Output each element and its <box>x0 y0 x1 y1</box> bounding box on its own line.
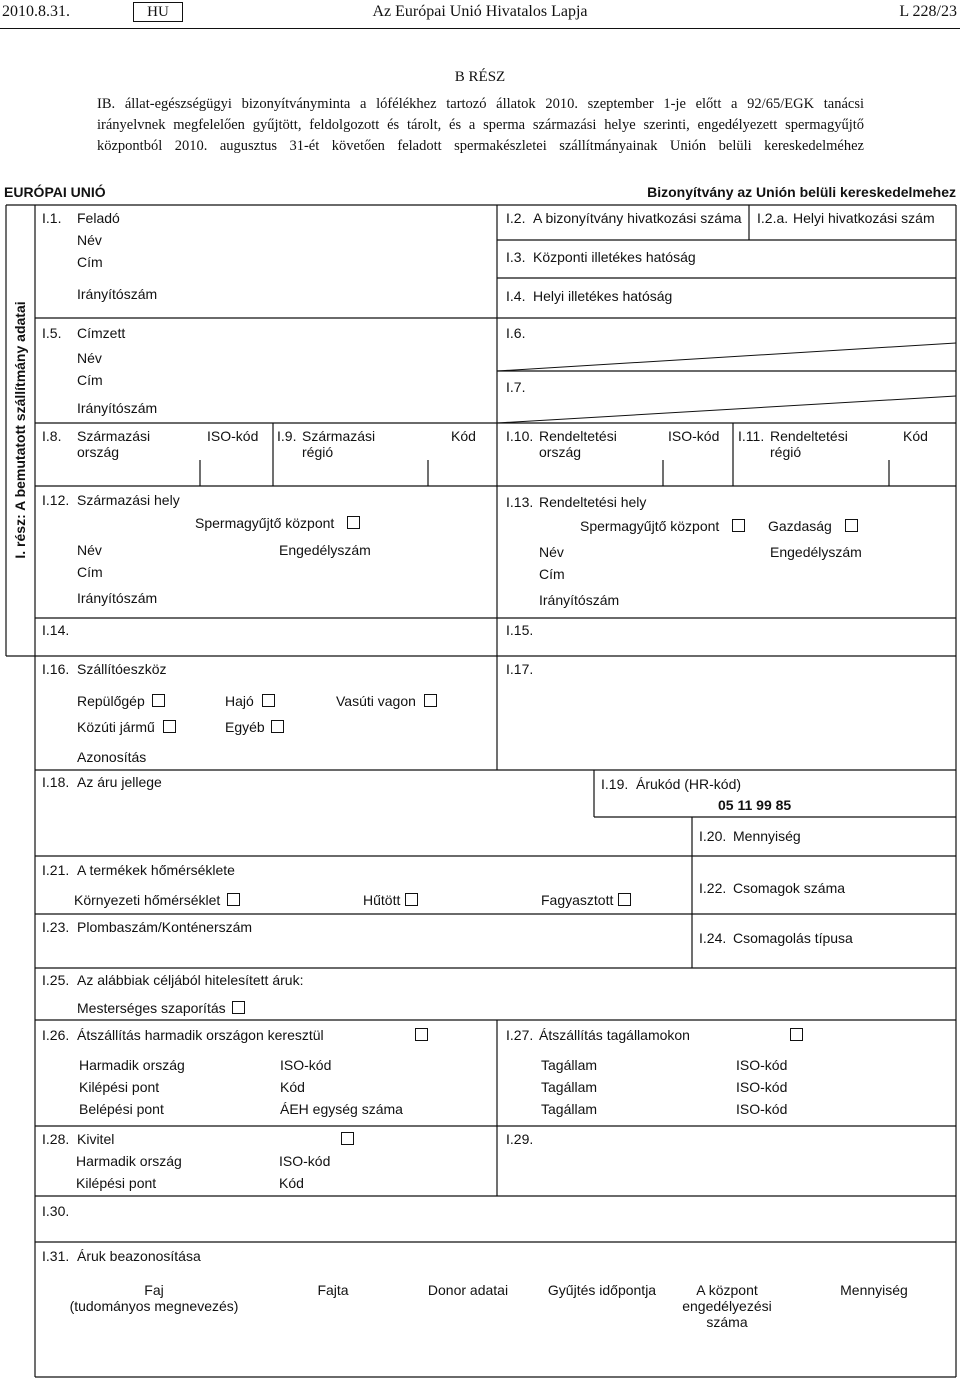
transit-third-country-label: Harmadik ország <box>79 1057 185 1073</box>
origin-name-label: Név <box>77 542 102 558</box>
field-i21-number: I.21. <box>42 862 70 878</box>
destination-postcode-label: Irányítószám <box>539 592 620 608</box>
part-title: B RÉSZ <box>454 69 506 85</box>
consignor-name-label: Név <box>77 232 102 248</box>
field-i31-label: Áruk beazonosítása <box>77 1248 201 1264</box>
field-i13-label: Rendeltetési hely <box>539 494 647 510</box>
column-species: Faj (tudományos megnevezés) <box>69 1282 239 1314</box>
member-state-label: Tagállam <box>541 1101 598 1117</box>
export-code-label: Kód <box>279 1175 304 1191</box>
field-i8-iso-label: ISO-kód <box>207 428 259 444</box>
field-i2-label: A bizonyítvány hivatkozási száma <box>533 210 742 226</box>
destination-collection-centre-label: Spermagyűjtő központ <box>580 518 720 534</box>
field-i2a-label: Helyi hivatkozási szám <box>793 210 935 226</box>
field-i11-number: I.11. <box>738 428 765 444</box>
temperature-ambient-checkbox[interactable] <box>227 893 240 906</box>
destination-address-label: Cím <box>539 566 565 582</box>
field-i19-label: Árukód (HR-kód) <box>636 776 742 792</box>
field-i4-label: Helyi illetékes hatóság <box>533 288 673 304</box>
field-i10-iso-label: ISO-kód <box>668 428 720 444</box>
transport-ship-checkbox[interactable] <box>262 694 275 707</box>
transport-railway-label: Vasúti vagon <box>336 693 416 709</box>
column-quantity: Mennyiség <box>840 1282 908 1298</box>
transit-exit-point-label: Kilépési pont <box>79 1079 160 1095</box>
field-i28-label: Kivitel <box>77 1131 115 1147</box>
temperature-chilled-label: Hűtött <box>363 892 401 908</box>
field-i8-number: I.8. <box>42 428 62 444</box>
member-state-iso-label: ISO-kód <box>736 1101 788 1117</box>
field-i27-label: Átszállítás tagállamokon <box>539 1027 690 1043</box>
intro-line: irányelvnek megfelelően gyűjtött, feldolgozott és tárolt, és a sperma származási helye szerinti, engedélyezett spermagyűjtő <box>97 117 864 133</box>
column-centre-approval: A központ engedélyezési száma <box>682 1282 772 1330</box>
transit-member-states-checkbox[interactable] <box>790 1028 803 1041</box>
consignee-postcode-label: Irányítószám <box>77 400 158 416</box>
field-i3-number: I.3. <box>506 249 526 265</box>
origin-address-label: Cím <box>77 564 103 580</box>
field-i12-label: Származási hely <box>77 492 180 508</box>
field-i20-number: I.20. <box>699 828 727 844</box>
column-collection-date: Gyűjtés időpontja <box>547 1282 657 1298</box>
field-i22-label: Csomagok száma <box>733 880 846 896</box>
export-third-country-label: Harmadik ország <box>76 1153 182 1169</box>
transport-aircraft-checkbox[interactable] <box>152 694 165 707</box>
member-state-iso-label: ISO-kód <box>736 1057 788 1073</box>
field-i16-number: I.16. <box>42 661 70 677</box>
member-state-label: Tagállam <box>541 1057 598 1073</box>
field-i16-label: Szállítóeszköz <box>77 661 167 677</box>
field-i30-number: I.30. <box>42 1203 70 1219</box>
field-i7-number: I.7. <box>506 379 526 395</box>
field-i11-label: Rendeltetési régió <box>770 428 848 460</box>
column-breed: Fajta <box>317 1282 349 1298</box>
field-i20-label: Mennyiség <box>733 828 801 844</box>
destination-name-label: Név <box>539 544 564 560</box>
eu-label: EURÓPAI UNIÓ <box>4 184 106 200</box>
field-i23-number: I.23. <box>42 919 70 935</box>
member-state-iso-label: ISO-kód <box>736 1079 788 1095</box>
section-label: I. rész: A bemutatott szállítmány adatai <box>12 301 28 559</box>
origin-collection-centre-checkbox[interactable] <box>347 516 360 529</box>
destination-farm-label: Gazdaság <box>768 518 832 534</box>
field-i5-label: Címzett <box>77 325 126 341</box>
journal-title: Az Európai Unió Hivatalos Lapja <box>372 3 588 20</box>
field-i28-number: I.28. <box>42 1131 70 1147</box>
field-i4-number: I.4. <box>506 288 526 304</box>
field-i12-number: I.12. <box>42 492 70 508</box>
field-i8-label: Származási ország <box>77 428 151 460</box>
consignee-name-label: Név <box>77 350 102 366</box>
field-i31-number: I.31. <box>42 1248 70 1264</box>
transport-railway-checkbox[interactable] <box>424 694 437 707</box>
temperature-chilled-checkbox[interactable] <box>405 893 418 906</box>
destination-farm-checkbox[interactable] <box>845 519 858 532</box>
page-number: L 228/23 <box>899 3 957 20</box>
field-i9-number: I.9. <box>277 428 297 444</box>
field-i10-number: I.10. <box>506 428 534 444</box>
field-i13-number: I.13. <box>506 494 534 510</box>
field-i23-label: Plombaszám/Konténerszám <box>77 919 253 935</box>
field-i2a-number: I.2.a. <box>757 210 789 226</box>
consignor-postcode-label: Irányítószám <box>77 286 158 302</box>
field-i10-label: Rendeltetési ország <box>539 428 617 460</box>
field-i21-label: A termékek hőmérséklete <box>77 862 235 878</box>
field-i25-number: I.25. <box>42 972 70 988</box>
field-i24-label: Csomagolás típusa <box>733 930 853 946</box>
field-i18-label: Az áru jellege <box>77 774 162 790</box>
transport-aircraft-label: Repülőgép <box>77 693 145 709</box>
field-i26-number: I.26. <box>42 1027 70 1043</box>
artificial-reproduction-label: Mesterséges szaporítás <box>77 1000 226 1016</box>
consignee-address-label: Cím <box>77 372 103 388</box>
temperature-ambient-label: Környezeti hőmérséklet <box>74 892 221 908</box>
export-iso-label: ISO-kód <box>279 1153 331 1169</box>
field-i3-label: Központi illetékes hatóság <box>533 249 696 265</box>
field-i27-number: I.27. <box>506 1027 534 1043</box>
field-i9-label: Származási régió <box>302 428 376 460</box>
transport-ship-label: Hajó <box>225 693 254 709</box>
commodity-code-value: 05 11 99 85 <box>718 797 792 813</box>
intro-line: IB. állat-egészségügyi bizonyítványminta a lófélékhez tartozó állatok 2010. szeptember 1-je előtt a 92/65/EGK tanácsi <box>97 96 864 112</box>
field-i2-number: I.2. <box>506 210 526 226</box>
field-i25-label: Az alábbiak céljából hitelesített áruk: <box>77 972 304 988</box>
transit-iso-label: ISO-kód <box>280 1057 332 1073</box>
field-i26-label: Átszállítás harmadik országon keresztül <box>77 1027 324 1043</box>
destination-collection-centre-checkbox[interactable] <box>732 519 745 532</box>
transport-road-checkbox[interactable] <box>163 720 176 733</box>
member-state-label: Tagállam <box>541 1079 598 1095</box>
field-i19-number: I.19. <box>601 776 629 792</box>
field-i17-number: I.17. <box>506 661 534 677</box>
field-i18-number: I.18. <box>42 774 70 790</box>
field-i24-number: I.24. <box>699 930 727 946</box>
certificate-title: Bizonyítvány az Unión belüli kereskedelmehez <box>647 184 956 200</box>
origin-collection-centre-label: Spermagyűjtő központ <box>195 515 335 531</box>
publication-date: 2010.8.31. <box>2 3 70 20</box>
column-donor: Donor adatai <box>427 1282 509 1298</box>
field-i9-code-label: Kód <box>451 428 476 444</box>
temperature-frozen-checkbox[interactable] <box>618 893 631 906</box>
field-i14-number: I.14. <box>42 622 70 638</box>
temperature-frozen-label: Fagyasztott <box>541 892 614 908</box>
origin-approval-label: Engedélyszám <box>279 542 371 558</box>
artificial-reproduction-checkbox[interactable] <box>232 1001 245 1014</box>
field-i15-number: I.15. <box>506 622 534 638</box>
field-i22-number: I.22. <box>699 880 727 896</box>
intro-line: központból 2010. augusztus 31-ét követően feladott spermakészletei szállítmányainak Unión belüli kereskedelméhez <box>97 138 864 154</box>
language-badge: HU <box>133 2 183 22</box>
field-i11-code-label: Kód <box>903 428 928 444</box>
transit-entry-point-label: Belépési pont <box>79 1101 164 1117</box>
transport-identification-label: Azonosítás <box>77 749 147 765</box>
field-i1-number: I.1. <box>42 210 62 226</box>
export-exit-point-label: Kilépési pont <box>76 1175 157 1191</box>
field-i6-number: I.6. <box>506 325 526 341</box>
export-checkbox[interactable] <box>341 1132 354 1145</box>
form-borders <box>6 205 956 1377</box>
strike-lines <box>497 343 956 423</box>
transport-other-checkbox[interactable] <box>271 720 284 733</box>
consignor-address-label: Cím <box>77 254 103 270</box>
transport-other-label: Egyéb <box>225 719 265 735</box>
transit-code-label: Kód <box>280 1079 305 1095</box>
field-i1-label: Feladó <box>77 210 120 226</box>
field-i29-number: I.29. <box>506 1131 534 1147</box>
origin-postcode-label: Irányítószám <box>77 590 158 606</box>
transport-road-label: Közúti jármű <box>77 719 155 735</box>
destination-approval-label: Engedélyszám <box>770 544 862 560</box>
transit-bip-label: ÁEH egység száma <box>280 1101 403 1117</box>
transit-third-country-checkbox[interactable] <box>415 1028 428 1041</box>
field-i5-number: I.5. <box>42 325 62 341</box>
